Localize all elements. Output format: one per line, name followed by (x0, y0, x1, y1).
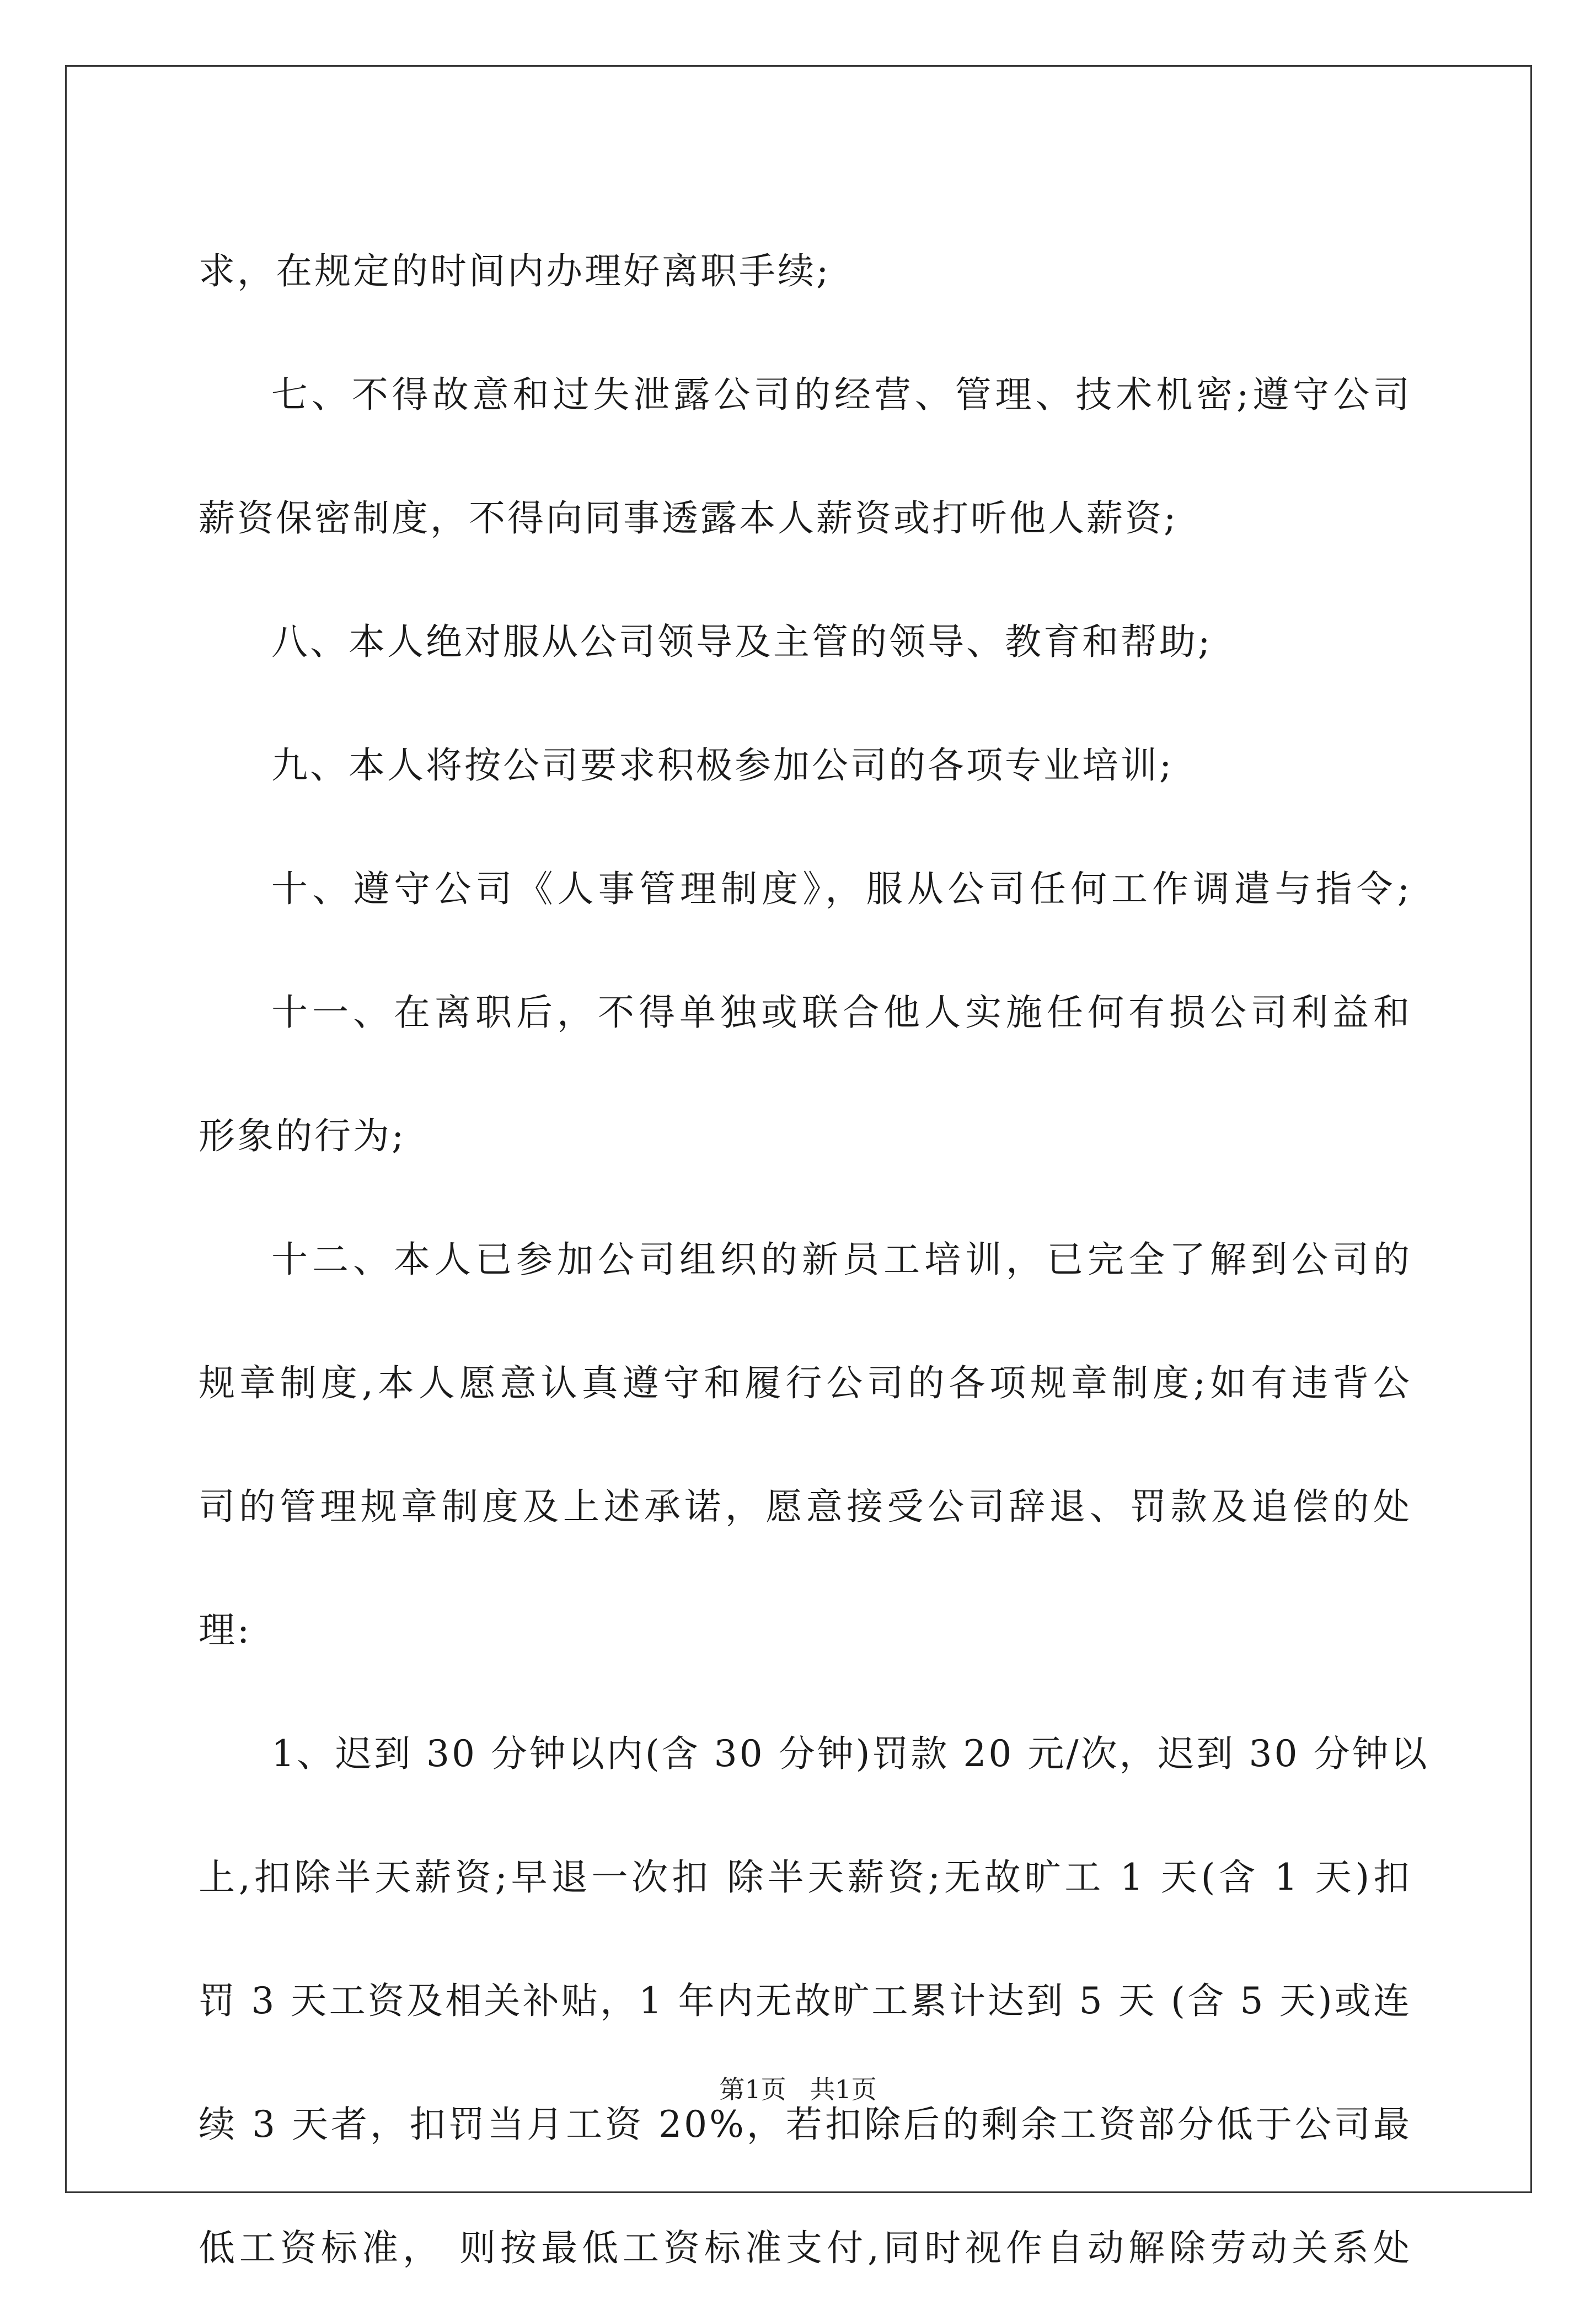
text-line: 七、不得故意和过失泄露公司的经营、管理、技术机密;遵守公司 (271, 373, 1412, 416)
text-line: 十一、在离职后，不得单独或联合他人实施任何有损公司利益和 (271, 991, 1412, 1034)
text-line: 求，在规定的时间内办理好离职手续; (199, 250, 831, 292)
text-line: 十二、本人已参加公司组织的新员工培训，已完全了解到公司的 (271, 1238, 1412, 1281)
text-line: 薪资保密制度，不得向同事透露本人薪资或打听他人薪资; (199, 497, 1179, 539)
text-line: 规章制度,本人愿意认真遵守和履行公司的各项规章制度;如有违背公 (199, 1362, 1412, 1404)
text-line: 八、本人绝对服从公司领导及主管的领导、教育和帮助; (271, 621, 1213, 663)
text-line: 形象的行为; (199, 1115, 406, 1157)
page-number-total: 共1页 (810, 2074, 877, 2104)
text-line: 司的管理规章制度及上述承诺，愿意接受公司辞退、罚款及追偿的处 (199, 1485, 1412, 1528)
text-line: 理: (199, 1609, 252, 1651)
text-line: 上,扣除半天薪资;早退一次扣 除半天薪资;无故旷工 1 天(含 1 天)扣 (199, 1856, 1412, 1899)
text-line: 十、遵守公司《人事管理制度》，服从公司任何工作调遣与指令; (271, 868, 1412, 910)
document-body (199, 210, 1429, 2310)
page-number-current: 第1页 (719, 2074, 786, 2104)
text-line: 九、本人将按公司要求积极参加公司的各项专业培训; (271, 744, 1174, 787)
text-line: 罚 3 天工资及相关补贴，1 年内无故旷工累计达到 5 天 (含 5 天)或连 (199, 1980, 1412, 2022)
text-line: 续 3 天者，扣罚当月工资 20%，若扣除后的剩余工资部分低于公司最 (199, 2103, 1412, 2146)
text-line: 低工资标准， 则按最低工资标准支付,同时视作自动解除劳动关系处 (199, 2227, 1412, 2269)
page-footer (0, 2070, 1596, 2106)
text-line: 1、迟到 30 分钟以内(含 30 分钟)罚款 20 元/次，迟到 30 分钟以 (271, 1732, 1429, 1775)
